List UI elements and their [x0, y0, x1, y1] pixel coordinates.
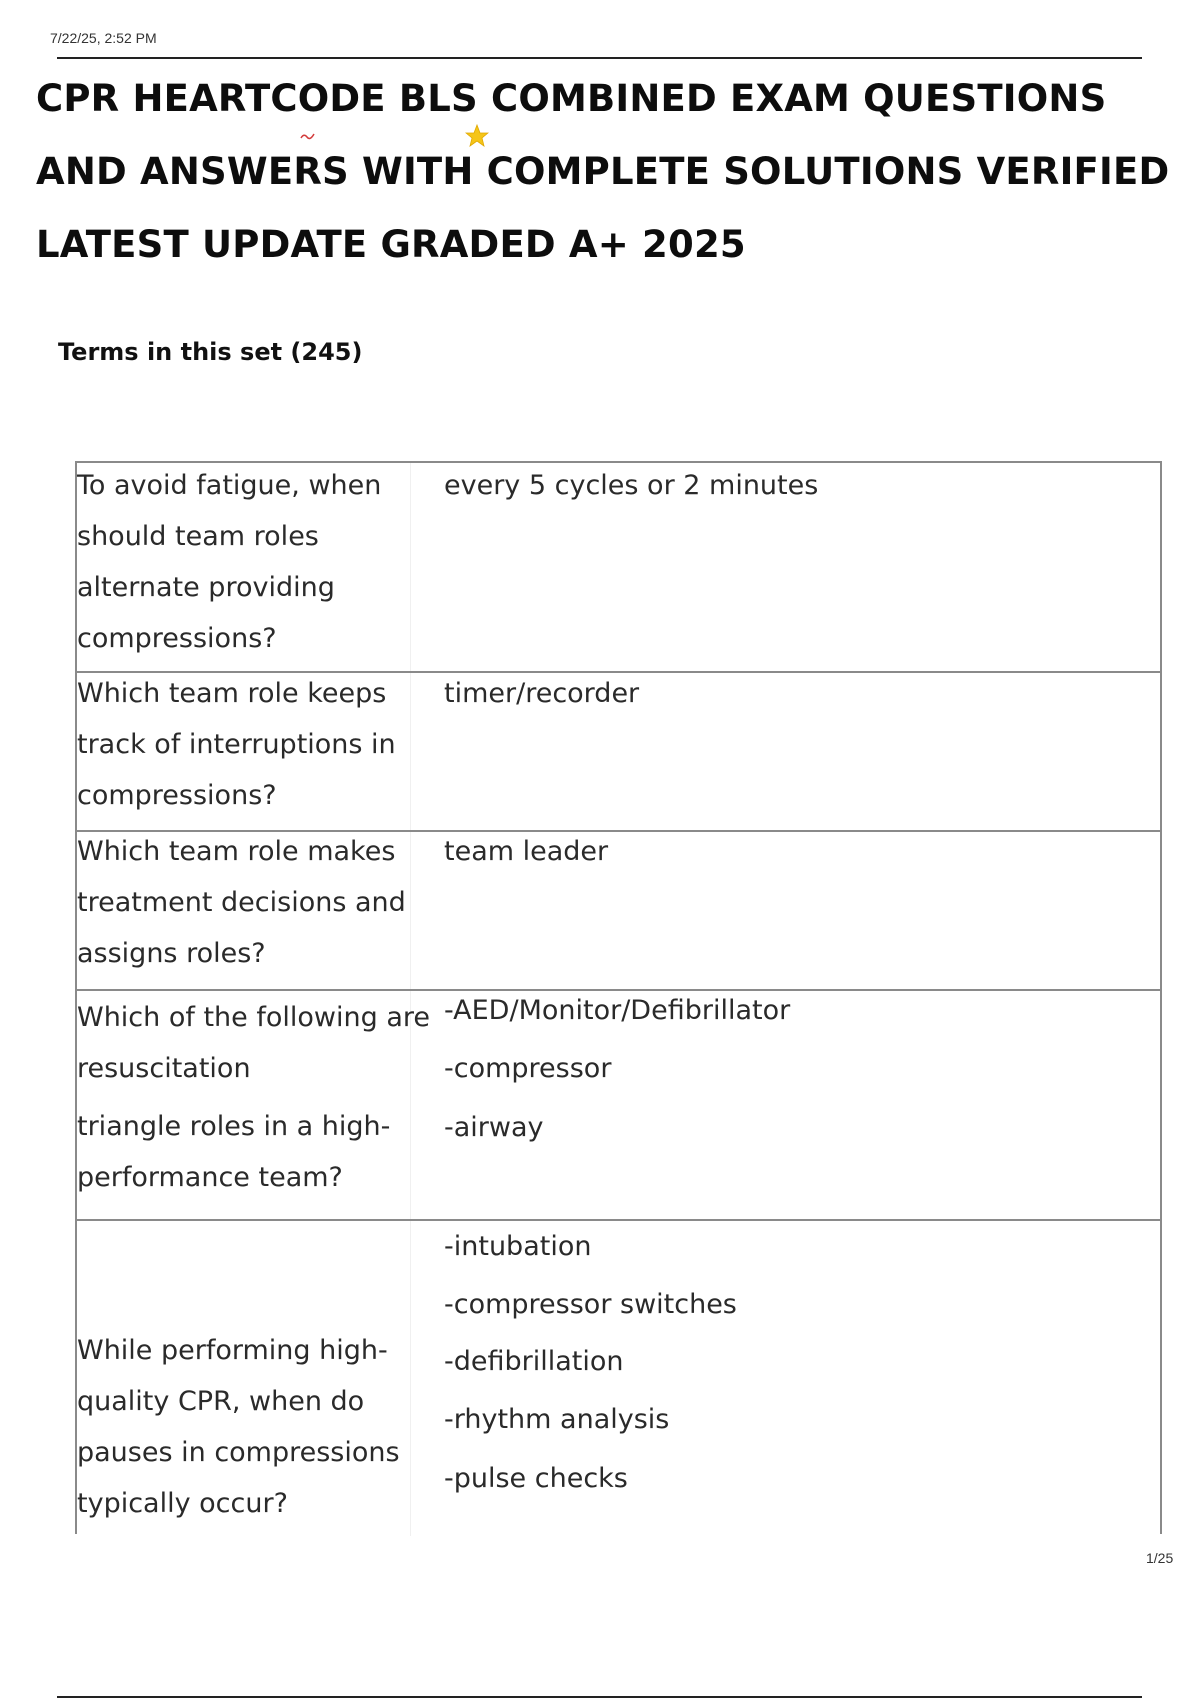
term-answer-line: -compressor — [444, 1053, 612, 1084]
term-answer-line: -defibrillation — [444, 1346, 624, 1377]
term-row — [77, 832, 1160, 991]
term-question-line: performance team? — [77, 1162, 343, 1193]
squiggle-mark-icon — [300, 132, 316, 140]
term-question: While performing high- quality CPR, when do pauses in compressions typically occur? — [77, 1335, 400, 1519]
footer-divider — [57, 1696, 1142, 1698]
page-number: 1/25 — [1146, 1550, 1174, 1566]
term-answer-line: -intubation — [444, 1231, 592, 1262]
term-answer-line: -pulse checks — [444, 1463, 628, 1494]
term-question: Which team role keeps track of interruptions in compressions? — [77, 678, 396, 811]
term-question: Which team role makes treatment decisions and assigns roles? — [77, 836, 406, 969]
term-row — [77, 1221, 1160, 1536]
term-row — [77, 673, 1160, 832]
print-timestamp: 7/22/25, 2:52 PM — [50, 30, 157, 46]
star-icon — [465, 124, 489, 148]
term-question: To avoid fatigue, when should team roles alternate providing compressions? — [77, 470, 382, 654]
term-answer: team leader — [444, 836, 609, 867]
term-question-line: triangle roles in a high- — [77, 1111, 391, 1142]
terms-table — [75, 461, 1162, 1534]
term-answer-line: -AED/Monitor/Defibrillator — [444, 995, 791, 1026]
term-answer: timer/recorder — [444, 678, 640, 709]
document-title: CPR HEARTCODE BLS COMBINED EXAM QUESTIONS AND ANSWERS WITH COMPLETE SOLUTIONS VERIFIED LATEST UPDATE GRADED A+ 2025 — [36, 77, 1170, 266]
term-answer-line: -airway — [444, 1112, 544, 1143]
term-answer-line: -compressor switches — [444, 1289, 737, 1320]
term-answer-line: -rhythm analysis — [444, 1404, 670, 1435]
term-row — [77, 991, 1160, 1221]
terms-count-heading: Terms in this set (245) — [58, 338, 363, 366]
term-answer: every 5 cycles or 2 minutes — [444, 470, 819, 501]
term-question-line: resuscitation — [77, 1053, 251, 1084]
header-divider — [57, 57, 1142, 59]
term-question-line: Which of the following are — [77, 1002, 430, 1033]
term-row — [77, 463, 1160, 673]
